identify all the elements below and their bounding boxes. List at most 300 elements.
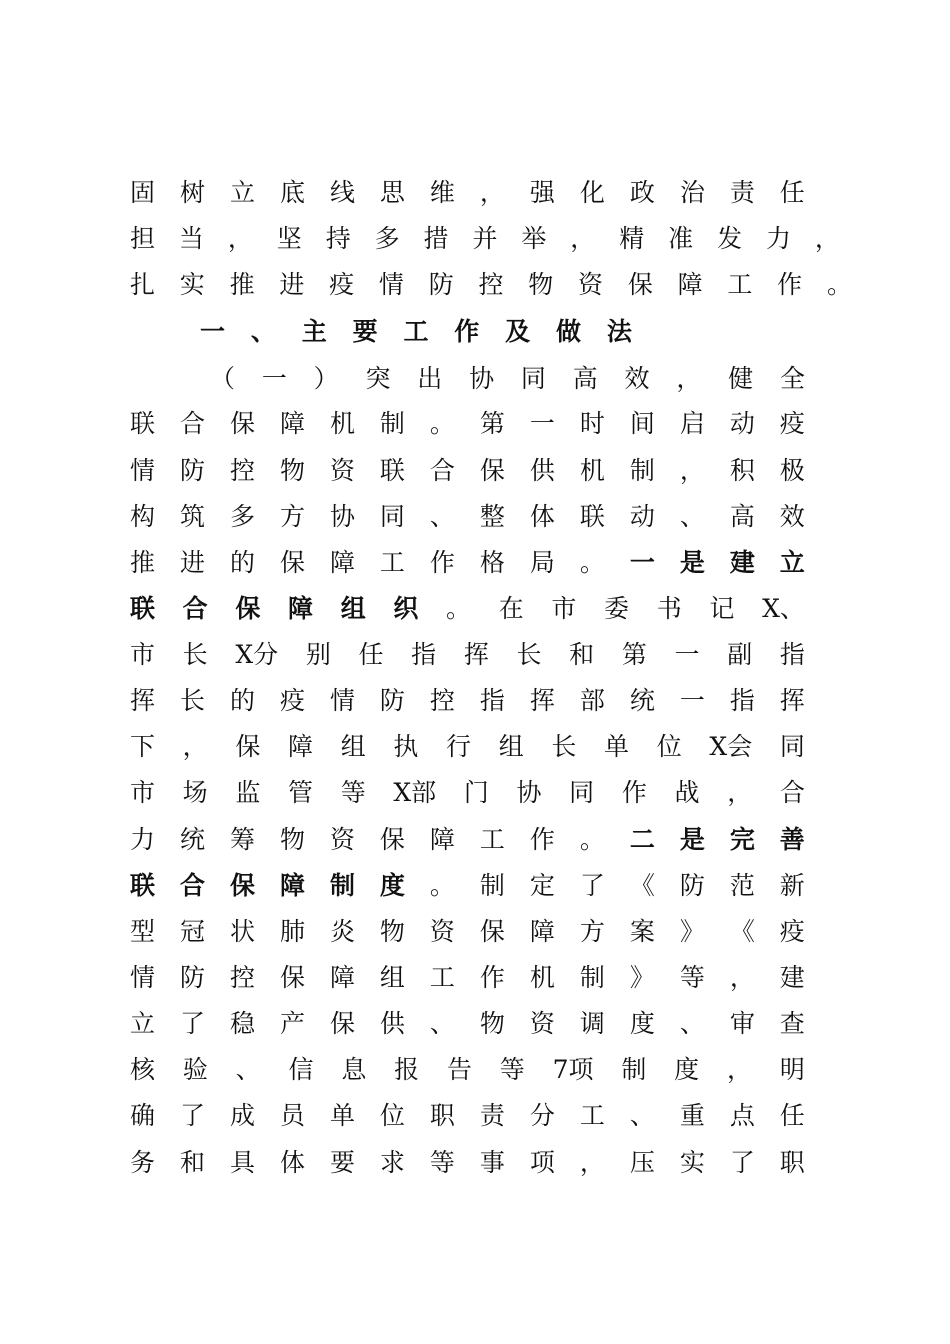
line-segment: 物 bbox=[279, 825, 305, 854]
line-char: 报 bbox=[394, 1055, 420, 1084]
bold-segment: 保 bbox=[229, 871, 255, 900]
line-segment: 保 bbox=[379, 825, 405, 854]
line-segment: 。 bbox=[429, 871, 455, 900]
line-char: 高 bbox=[572, 364, 598, 393]
line-char: 、 bbox=[429, 1009, 455, 1038]
text-line bbox=[130, 1055, 805, 1085]
bold-segment: 是 bbox=[679, 825, 705, 854]
line-char: 突 bbox=[365, 364, 391, 393]
line-char: 的 bbox=[229, 686, 255, 715]
line-char: 成 bbox=[229, 1101, 255, 1130]
line-char: 等 bbox=[679, 963, 705, 992]
line-char: 间 bbox=[629, 409, 655, 438]
bold-segment: 制 bbox=[329, 871, 355, 900]
text-line bbox=[130, 917, 805, 947]
line-char: 任 bbox=[779, 178, 805, 207]
line-segment: 力 bbox=[130, 825, 156, 854]
line-char: 障 bbox=[529, 917, 555, 946]
text-line bbox=[130, 270, 852, 300]
line-segment: 障 bbox=[329, 548, 355, 577]
line-char: 压 bbox=[629, 1148, 655, 1177]
line-char: 验 bbox=[182, 1055, 208, 1084]
text-line bbox=[130, 178, 805, 208]
line-char: 核 bbox=[130, 1055, 156, 1084]
line-char: 构 bbox=[130, 502, 156, 531]
line-char: 和 bbox=[569, 640, 595, 669]
line-char: ， bbox=[479, 178, 505, 207]
line-char: 维 bbox=[429, 178, 455, 207]
bold-segment: 保 bbox=[235, 594, 261, 623]
line-char: 了 bbox=[179, 1009, 205, 1038]
text-line bbox=[130, 1101, 805, 1131]
line-char: 疫 bbox=[279, 686, 305, 715]
line-char: 事 bbox=[479, 1148, 505, 1177]
line-char: ， bbox=[727, 1055, 753, 1084]
line-char: 同 bbox=[379, 502, 405, 531]
line-char: 等 bbox=[429, 1148, 455, 1177]
line-char: 挥 bbox=[463, 640, 489, 669]
line-char: 制 bbox=[579, 963, 605, 992]
line-char: 管 bbox=[288, 778, 314, 807]
line-char: 控 bbox=[229, 963, 255, 992]
line-char: 指 bbox=[729, 686, 755, 715]
bold-segment: 善 bbox=[779, 825, 805, 854]
line-char: 挥 bbox=[779, 686, 805, 715]
line-char: 控 bbox=[429, 686, 455, 715]
line-char: ， bbox=[676, 364, 702, 393]
line-char: 合 bbox=[779, 778, 805, 807]
line-char: 产 bbox=[279, 1009, 305, 1038]
line-char: 化 bbox=[579, 178, 605, 207]
line-char: 保 bbox=[229, 409, 255, 438]
line-char: 极 bbox=[779, 456, 805, 485]
line-char: 筑 bbox=[179, 502, 205, 531]
line-char: 思 bbox=[379, 178, 405, 207]
line-char: 》 bbox=[679, 917, 705, 946]
line-char: 体 bbox=[529, 502, 555, 531]
line-char: 挥 bbox=[130, 686, 156, 715]
line-char: ， bbox=[227, 224, 253, 253]
line-char: 作 bbox=[479, 963, 505, 992]
line-char: 防 bbox=[428, 270, 454, 299]
line-char: 法 bbox=[606, 317, 632, 346]
line-char: 动 bbox=[729, 409, 755, 438]
line-segment: 局 bbox=[529, 548, 555, 577]
bold-segment: 二 bbox=[629, 825, 655, 854]
text-line bbox=[130, 732, 805, 762]
line-char: 冠 bbox=[179, 917, 205, 946]
line-char: 《 bbox=[729, 917, 755, 946]
line-char: X会 bbox=[709, 732, 753, 761]
line-char: 单 bbox=[329, 1101, 355, 1130]
line-char: 准 bbox=[668, 224, 694, 253]
line-char: 协 bbox=[329, 502, 355, 531]
line-char: 具 bbox=[229, 1148, 255, 1177]
line-char: 障 bbox=[329, 963, 355, 992]
line-char: 员 bbox=[279, 1101, 305, 1130]
line-char: 工 bbox=[429, 963, 455, 992]
line-char: 稳 bbox=[229, 1009, 255, 1038]
line-char: 持 bbox=[325, 224, 351, 253]
line-char: 、 bbox=[235, 1055, 261, 1084]
line-segment: 推 bbox=[130, 548, 156, 577]
line-char: 责 bbox=[479, 1101, 505, 1130]
text-line bbox=[130, 1009, 805, 1039]
bold-segment: 织 bbox=[393, 594, 419, 623]
line-segment: 。 bbox=[446, 594, 472, 623]
line-char: 供 bbox=[529, 456, 555, 485]
line-char: 制 bbox=[379, 409, 405, 438]
line-char: 部 bbox=[579, 686, 605, 715]
line-char: 审 bbox=[729, 1009, 755, 1038]
line-char: 底 bbox=[279, 178, 305, 207]
line-char: 型 bbox=[130, 917, 156, 946]
line-char: 联 bbox=[379, 456, 405, 485]
line-segment: 保 bbox=[279, 548, 305, 577]
line-char: 息 bbox=[341, 1055, 367, 1084]
line-char: 项 bbox=[529, 1148, 555, 1177]
line-char: 实 bbox=[179, 270, 205, 299]
line-segment: 的 bbox=[229, 548, 255, 577]
line-segment: 统 bbox=[179, 825, 205, 854]
line-segment: 市 bbox=[551, 594, 577, 623]
line-char: 动 bbox=[629, 502, 655, 531]
line-char: 疫 bbox=[779, 409, 805, 438]
bold-segment: 完 bbox=[729, 825, 755, 854]
line-char: 战 bbox=[674, 778, 700, 807]
line-char: 指 bbox=[411, 640, 437, 669]
bold-segment: 障 bbox=[288, 594, 314, 623]
bold-segment: 障 bbox=[279, 871, 305, 900]
line-char: 要 bbox=[329, 1148, 355, 1177]
line-char: 告 bbox=[446, 1055, 472, 1084]
line-segment: 资 bbox=[329, 825, 355, 854]
line-char: 作 bbox=[777, 270, 803, 299]
line-char: 和 bbox=[179, 1148, 205, 1177]
line-char: 立 bbox=[130, 1009, 156, 1038]
line-char: 资 bbox=[578, 270, 604, 299]
line-char: 。 bbox=[429, 409, 455, 438]
line-char: 炎 bbox=[329, 917, 355, 946]
line-char: 担 bbox=[130, 224, 156, 253]
line-segment: X、 bbox=[762, 594, 805, 623]
line-char: 进 bbox=[279, 270, 305, 299]
line-segment: 筹 bbox=[229, 825, 255, 854]
bold-segment: 联 bbox=[130, 871, 156, 900]
line-char: 第 bbox=[621, 640, 647, 669]
line-char: 推 bbox=[229, 270, 255, 299]
line-segment: 防 bbox=[679, 871, 705, 900]
line-char: 要 bbox=[352, 317, 378, 346]
line-char: 资 bbox=[429, 917, 455, 946]
line-char: 肺 bbox=[279, 917, 305, 946]
line-char: 物 bbox=[479, 1009, 505, 1038]
line-char: ， bbox=[727, 778, 753, 807]
line-char: 组 bbox=[340, 732, 366, 761]
line-char: 情 bbox=[378, 270, 404, 299]
line-char: 保 bbox=[627, 270, 653, 299]
bold-segment: 度 bbox=[379, 871, 405, 900]
line-char: 控 bbox=[229, 456, 255, 485]
line-char: 出 bbox=[417, 364, 443, 393]
line-char: 协 bbox=[469, 364, 495, 393]
line-char: 查 bbox=[779, 1009, 805, 1038]
line-segment: 了 bbox=[579, 871, 605, 900]
line-char: 多 bbox=[374, 224, 400, 253]
bold-segment: 立 bbox=[779, 548, 805, 577]
line-char: 健 bbox=[728, 364, 754, 393]
line-char: 工 bbox=[579, 1101, 605, 1130]
line-char: 机 bbox=[329, 409, 355, 438]
text-line bbox=[130, 224, 840, 254]
line-char: 同 bbox=[779, 732, 805, 761]
line-char: 一 bbox=[261, 364, 287, 393]
line-char: 位 bbox=[656, 732, 682, 761]
line-char: 监 bbox=[235, 778, 261, 807]
line-char: 》 bbox=[629, 963, 655, 992]
line-char: 第 bbox=[479, 409, 505, 438]
line-char: 全 bbox=[779, 364, 805, 393]
line-char: 高 bbox=[729, 502, 755, 531]
text-line-mixed bbox=[130, 594, 805, 624]
line-char: 下 bbox=[130, 732, 156, 761]
line-char: 联 bbox=[130, 409, 156, 438]
line-segment: 范 bbox=[729, 871, 755, 900]
line-char: 行 bbox=[446, 732, 472, 761]
line-char: 明 bbox=[779, 1055, 805, 1084]
line-char: 疫 bbox=[779, 917, 805, 946]
line-segment: 记 bbox=[709, 594, 735, 623]
line-char: 、 bbox=[629, 1101, 655, 1130]
line-char: 树 bbox=[179, 178, 205, 207]
line-char: 组 bbox=[379, 963, 405, 992]
line-char: 7项 bbox=[552, 1055, 594, 1084]
line-char: 。 bbox=[826, 270, 852, 299]
section-heading bbox=[200, 316, 632, 348]
line-char: 固 bbox=[130, 178, 156, 207]
line-char: ， bbox=[679, 456, 705, 485]
line-char: 度 bbox=[674, 1055, 700, 1084]
line-char: 调 bbox=[579, 1009, 605, 1038]
line-char: 作 bbox=[621, 778, 647, 807]
line-char: 市 bbox=[130, 778, 156, 807]
line-char: 防 bbox=[179, 963, 205, 992]
line-char: 作 bbox=[454, 317, 480, 346]
line-char: 长 bbox=[182, 640, 208, 669]
line-segment: 《 bbox=[629, 871, 655, 900]
text-line bbox=[130, 686, 805, 716]
line-char: 效 bbox=[779, 502, 805, 531]
line-char: X部 bbox=[393, 778, 437, 807]
line-char: 门 bbox=[463, 778, 489, 807]
line-char: 一 bbox=[529, 409, 555, 438]
line-segment: 书 bbox=[656, 594, 682, 623]
text-line bbox=[130, 502, 805, 532]
line-char: 确 bbox=[130, 1101, 156, 1130]
bold-segment: 建 bbox=[729, 548, 755, 577]
line-char: 举 bbox=[521, 224, 547, 253]
line-char: 障 bbox=[279, 409, 305, 438]
line-char: 方 bbox=[279, 502, 305, 531]
line-segment: 定 bbox=[529, 871, 555, 900]
line-char: 保 bbox=[479, 456, 505, 485]
text-line bbox=[130, 640, 805, 670]
line-char: 等 bbox=[340, 778, 366, 807]
line-char: 副 bbox=[727, 640, 753, 669]
line-segment: 。 bbox=[579, 548, 605, 577]
line-char: 保 bbox=[479, 917, 505, 946]
text-line bbox=[130, 778, 805, 808]
line-segment: 在 bbox=[498, 594, 524, 623]
line-char: 分 bbox=[529, 1101, 555, 1130]
line-segment: 。 bbox=[579, 825, 605, 854]
line-char: 做 bbox=[556, 317, 582, 346]
line-char: 资 bbox=[529, 1009, 555, 1038]
line-char: 发 bbox=[717, 224, 743, 253]
line-char: 任 bbox=[779, 1101, 805, 1130]
line-char: 等 bbox=[499, 1055, 525, 1084]
line-char: 职 bbox=[779, 1148, 805, 1177]
line-char: 线 bbox=[329, 178, 355, 207]
line-char: 障 bbox=[288, 732, 314, 761]
line-char: 情 bbox=[130, 456, 156, 485]
line-char: 、 bbox=[679, 1009, 705, 1038]
line-char: 、 bbox=[679, 502, 705, 531]
bold-segment: 是 bbox=[679, 548, 705, 577]
line-char: 度 bbox=[629, 1009, 655, 1038]
text-line-mixed bbox=[130, 825, 805, 855]
line-char: 统 bbox=[629, 686, 655, 715]
line-segment: 作 bbox=[529, 825, 555, 854]
line-char: 防 bbox=[379, 686, 405, 715]
line-char: 单 bbox=[604, 732, 630, 761]
bold-segment: 联 bbox=[130, 594, 156, 623]
line-char: 制 bbox=[629, 456, 655, 485]
line-char: 别 bbox=[305, 640, 331, 669]
line-char: 多 bbox=[229, 502, 255, 531]
line-char: 务 bbox=[130, 1148, 156, 1177]
line-char: 保 bbox=[279, 963, 305, 992]
line-char: 合 bbox=[179, 409, 205, 438]
line-char: 积 bbox=[729, 456, 755, 485]
line-char: 坚 bbox=[276, 224, 302, 253]
line-segment: 障 bbox=[429, 825, 455, 854]
line-char: 一 bbox=[679, 686, 705, 715]
line-char: 机 bbox=[579, 456, 605, 485]
line-char: 控 bbox=[478, 270, 504, 299]
line-char: 时 bbox=[579, 409, 605, 438]
line-char: 治 bbox=[679, 178, 705, 207]
subsection-heading-line bbox=[210, 364, 805, 394]
line-char: 长 bbox=[551, 732, 577, 761]
line-char: X分 bbox=[235, 640, 279, 669]
line-char: ， bbox=[579, 1148, 605, 1177]
line-char: 执 bbox=[393, 732, 419, 761]
line-char: 工 bbox=[403, 317, 429, 346]
bold-segment: 合 bbox=[179, 871, 205, 900]
line-char: 方 bbox=[579, 917, 605, 946]
line-char: 物 bbox=[279, 456, 305, 485]
line-char: ， bbox=[729, 963, 755, 992]
line-segment: 新 bbox=[779, 871, 805, 900]
line-char: 整 bbox=[479, 502, 505, 531]
line-char: 立 bbox=[229, 178, 255, 207]
line-char: 状 bbox=[229, 917, 255, 946]
line-char: 同 bbox=[520, 364, 546, 393]
line-char: 信 bbox=[288, 1055, 314, 1084]
line-char: 指 bbox=[479, 686, 505, 715]
line-char: 体 bbox=[279, 1148, 305, 1177]
line-char: 措 bbox=[423, 224, 449, 253]
line-char: 位 bbox=[379, 1101, 405, 1130]
line-segment: 工 bbox=[379, 548, 405, 577]
line-char: 实 bbox=[679, 1148, 705, 1177]
line-char: 长 bbox=[179, 686, 205, 715]
line-char: 力 bbox=[765, 224, 791, 253]
line-char: 物 bbox=[528, 270, 554, 299]
text-line bbox=[130, 456, 805, 486]
line-char: 保 bbox=[235, 732, 261, 761]
text-line-mixed bbox=[130, 548, 805, 578]
line-char: 建 bbox=[779, 963, 805, 992]
line-segment: 格 bbox=[479, 548, 505, 577]
line-char: 工 bbox=[727, 270, 753, 299]
bold-segment: 一 bbox=[629, 548, 655, 577]
line-char: 任 bbox=[358, 640, 384, 669]
line-char: 责 bbox=[729, 178, 755, 207]
line-char: 求 bbox=[379, 1148, 405, 1177]
line-char: 物 bbox=[379, 917, 405, 946]
line-char: 了 bbox=[729, 1148, 755, 1177]
line-char: 联 bbox=[579, 502, 605, 531]
line-char: ， bbox=[570, 224, 596, 253]
line-char: （ bbox=[210, 364, 236, 393]
line-char: 合 bbox=[429, 456, 455, 485]
line-char: 同 bbox=[569, 778, 595, 807]
line-char: ， bbox=[182, 732, 208, 761]
line-char: 一 bbox=[674, 640, 700, 669]
line-char: 及 bbox=[505, 317, 531, 346]
line-segment: 进 bbox=[179, 548, 205, 577]
line-char: 资 bbox=[329, 456, 355, 485]
line-char: 保 bbox=[329, 1009, 355, 1038]
line-char: 重 bbox=[679, 1101, 705, 1130]
line-char: 市 bbox=[130, 640, 156, 669]
line-char: 、 bbox=[250, 317, 276, 346]
line-char: 情 bbox=[329, 686, 355, 715]
text-line bbox=[130, 1148, 805, 1178]
bold-segment: 组 bbox=[340, 594, 366, 623]
line-char: 效 bbox=[624, 364, 650, 393]
line-char: 当 bbox=[178, 224, 204, 253]
line-char: 场 bbox=[182, 778, 208, 807]
line-char: 疫 bbox=[329, 270, 355, 299]
line-segment: 作 bbox=[429, 548, 455, 577]
line-char: 制 bbox=[621, 1055, 647, 1084]
line-char: 情 bbox=[130, 963, 156, 992]
line-char: 强 bbox=[529, 178, 555, 207]
line-char: 、 bbox=[429, 502, 455, 531]
line-char: 协 bbox=[516, 778, 542, 807]
line-char: 职 bbox=[429, 1101, 455, 1130]
line-char: 并 bbox=[472, 224, 498, 253]
line-char: ） bbox=[313, 364, 339, 393]
line-char: 障 bbox=[677, 270, 703, 299]
line-char: 主 bbox=[301, 317, 327, 346]
line-segment: 制 bbox=[479, 871, 505, 900]
bold-segment: 合 bbox=[182, 594, 208, 623]
line-char: 组 bbox=[498, 732, 524, 761]
